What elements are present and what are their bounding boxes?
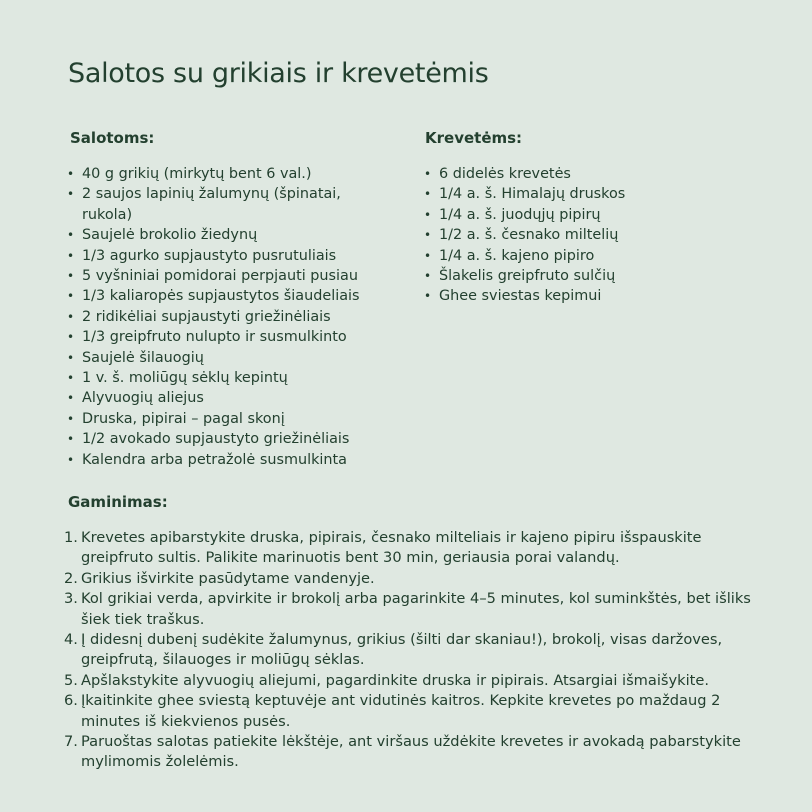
method-step xyxy=(64,691,764,732)
list-item: • Kalendra arba petražolė susmulkinta xyxy=(67,450,367,470)
step-text: Grikius išvirkite pasūdytame vandenyje. xyxy=(81,569,375,587)
shrimp-heading: Krevetėms: xyxy=(425,129,523,147)
step-number: 2. xyxy=(64,569,78,587)
step-number: 7. xyxy=(64,733,78,751)
shrimp-ingredient-list xyxy=(424,164,724,307)
page-title: Salotos su grikiais ir krevetėmis xyxy=(68,58,489,89)
list-item: • 1/2 a. š. česnako miltelių xyxy=(424,225,724,245)
list-item: • 2 saujos lapinių žalumynų (špinatai, rukola) xyxy=(67,184,367,225)
list-item: • 1/4 a. š. kajeno pipiro xyxy=(424,246,724,266)
method-step xyxy=(64,528,764,569)
step-number: 1. xyxy=(64,529,78,546)
list-item: • 1/4 a. š. Himalajų druskos xyxy=(424,184,724,204)
step-text: Įkaitinkite ghee sviestą keptuvėje ant vidutinės kaitros. Kepkite krevetes po maždaug 2 minutes iš kiekvienos pusės. xyxy=(81,692,721,730)
method-step xyxy=(64,569,764,589)
list-item: • Saujelė šilauogių xyxy=(67,348,367,368)
method-step xyxy=(64,589,764,630)
list-item: • Šlakelis greipfruto sulčių xyxy=(424,266,724,286)
list-item: • Alyvuogių aliejus xyxy=(67,388,367,408)
list-item: • 1/3 kaliaropės supjaustytos šiaudeliais xyxy=(67,286,367,306)
list-item: • 1 v. š. moliūgų sėklų kepintų xyxy=(67,368,367,388)
step-text: Kol grikiai verda, apvirkite ir brokolį arba pagarinkite 4–5 minutes, kol suminkštės, bet išliks šiek tiek traškus. xyxy=(81,590,751,628)
list-item: • 1/3 agurko supjaustyto pusrutuliais xyxy=(67,246,367,266)
list-item: • Saujelė brokolio žiedynų xyxy=(67,225,367,245)
step-text: Krevetes apibarstykite druska, pipirais, česnako milteliais ir kajeno pipiru išspauskite greipfruto sultis. Palikite marinuotis bent 30 min, geriausia porai valandų. xyxy=(81,529,702,567)
method-step xyxy=(64,732,764,773)
method-step xyxy=(64,671,764,691)
method-step xyxy=(64,630,764,671)
step-number: 6. xyxy=(64,692,78,710)
list-item: • 5 vyšniniai pomidorai perpjauti pusiau xyxy=(67,266,367,286)
step-text: Į didesnį dubenį sudėkite žalumynus, grikius (šilti dar skaniau!), brokolį, visas daržoves, greipfrutą, šilauoges ir moliūgų sėklas. xyxy=(81,631,723,669)
list-item: • 40 g grikių (mirkytų bent 6 val.) xyxy=(67,164,367,184)
step-text: Apšlakstykite alyvuogių aliejumi, pagardinkite druska ir pipirais. Atsargiai išmaišykite. xyxy=(81,671,709,689)
step-number: 4. xyxy=(64,631,78,649)
list-item: • 1/3 greipfruto nulupto ir susmulkinto xyxy=(67,327,367,347)
step-number: 3. xyxy=(64,590,78,608)
step-text: Paruoštas salotas patiekite lėkštėje, ant viršaus uždėkite krevetes ir avokadą pabarstykite mylimomis žolelėmis. xyxy=(81,733,741,771)
list-item: • 2 ridikėliai supjaustyti griežinėliais xyxy=(67,307,367,327)
salad-heading: Salotoms: xyxy=(70,129,155,147)
list-item: • 1/4 a. š. juodųjų pipirų xyxy=(424,205,724,225)
list-item: • Ghee sviestas kepimui xyxy=(424,286,724,306)
list-item: • 1/2 avokado supjaustyto griežinėliais xyxy=(67,429,367,449)
method-heading: Gaminimas: xyxy=(68,493,168,511)
list-item: • Druska, pipirai – pagal skonį xyxy=(67,409,367,429)
step-number: 5. xyxy=(64,671,78,689)
list-item: • 6 didelės krevetės xyxy=(424,164,724,184)
salad-ingredient-list xyxy=(67,164,367,470)
method-step-list xyxy=(64,528,764,773)
